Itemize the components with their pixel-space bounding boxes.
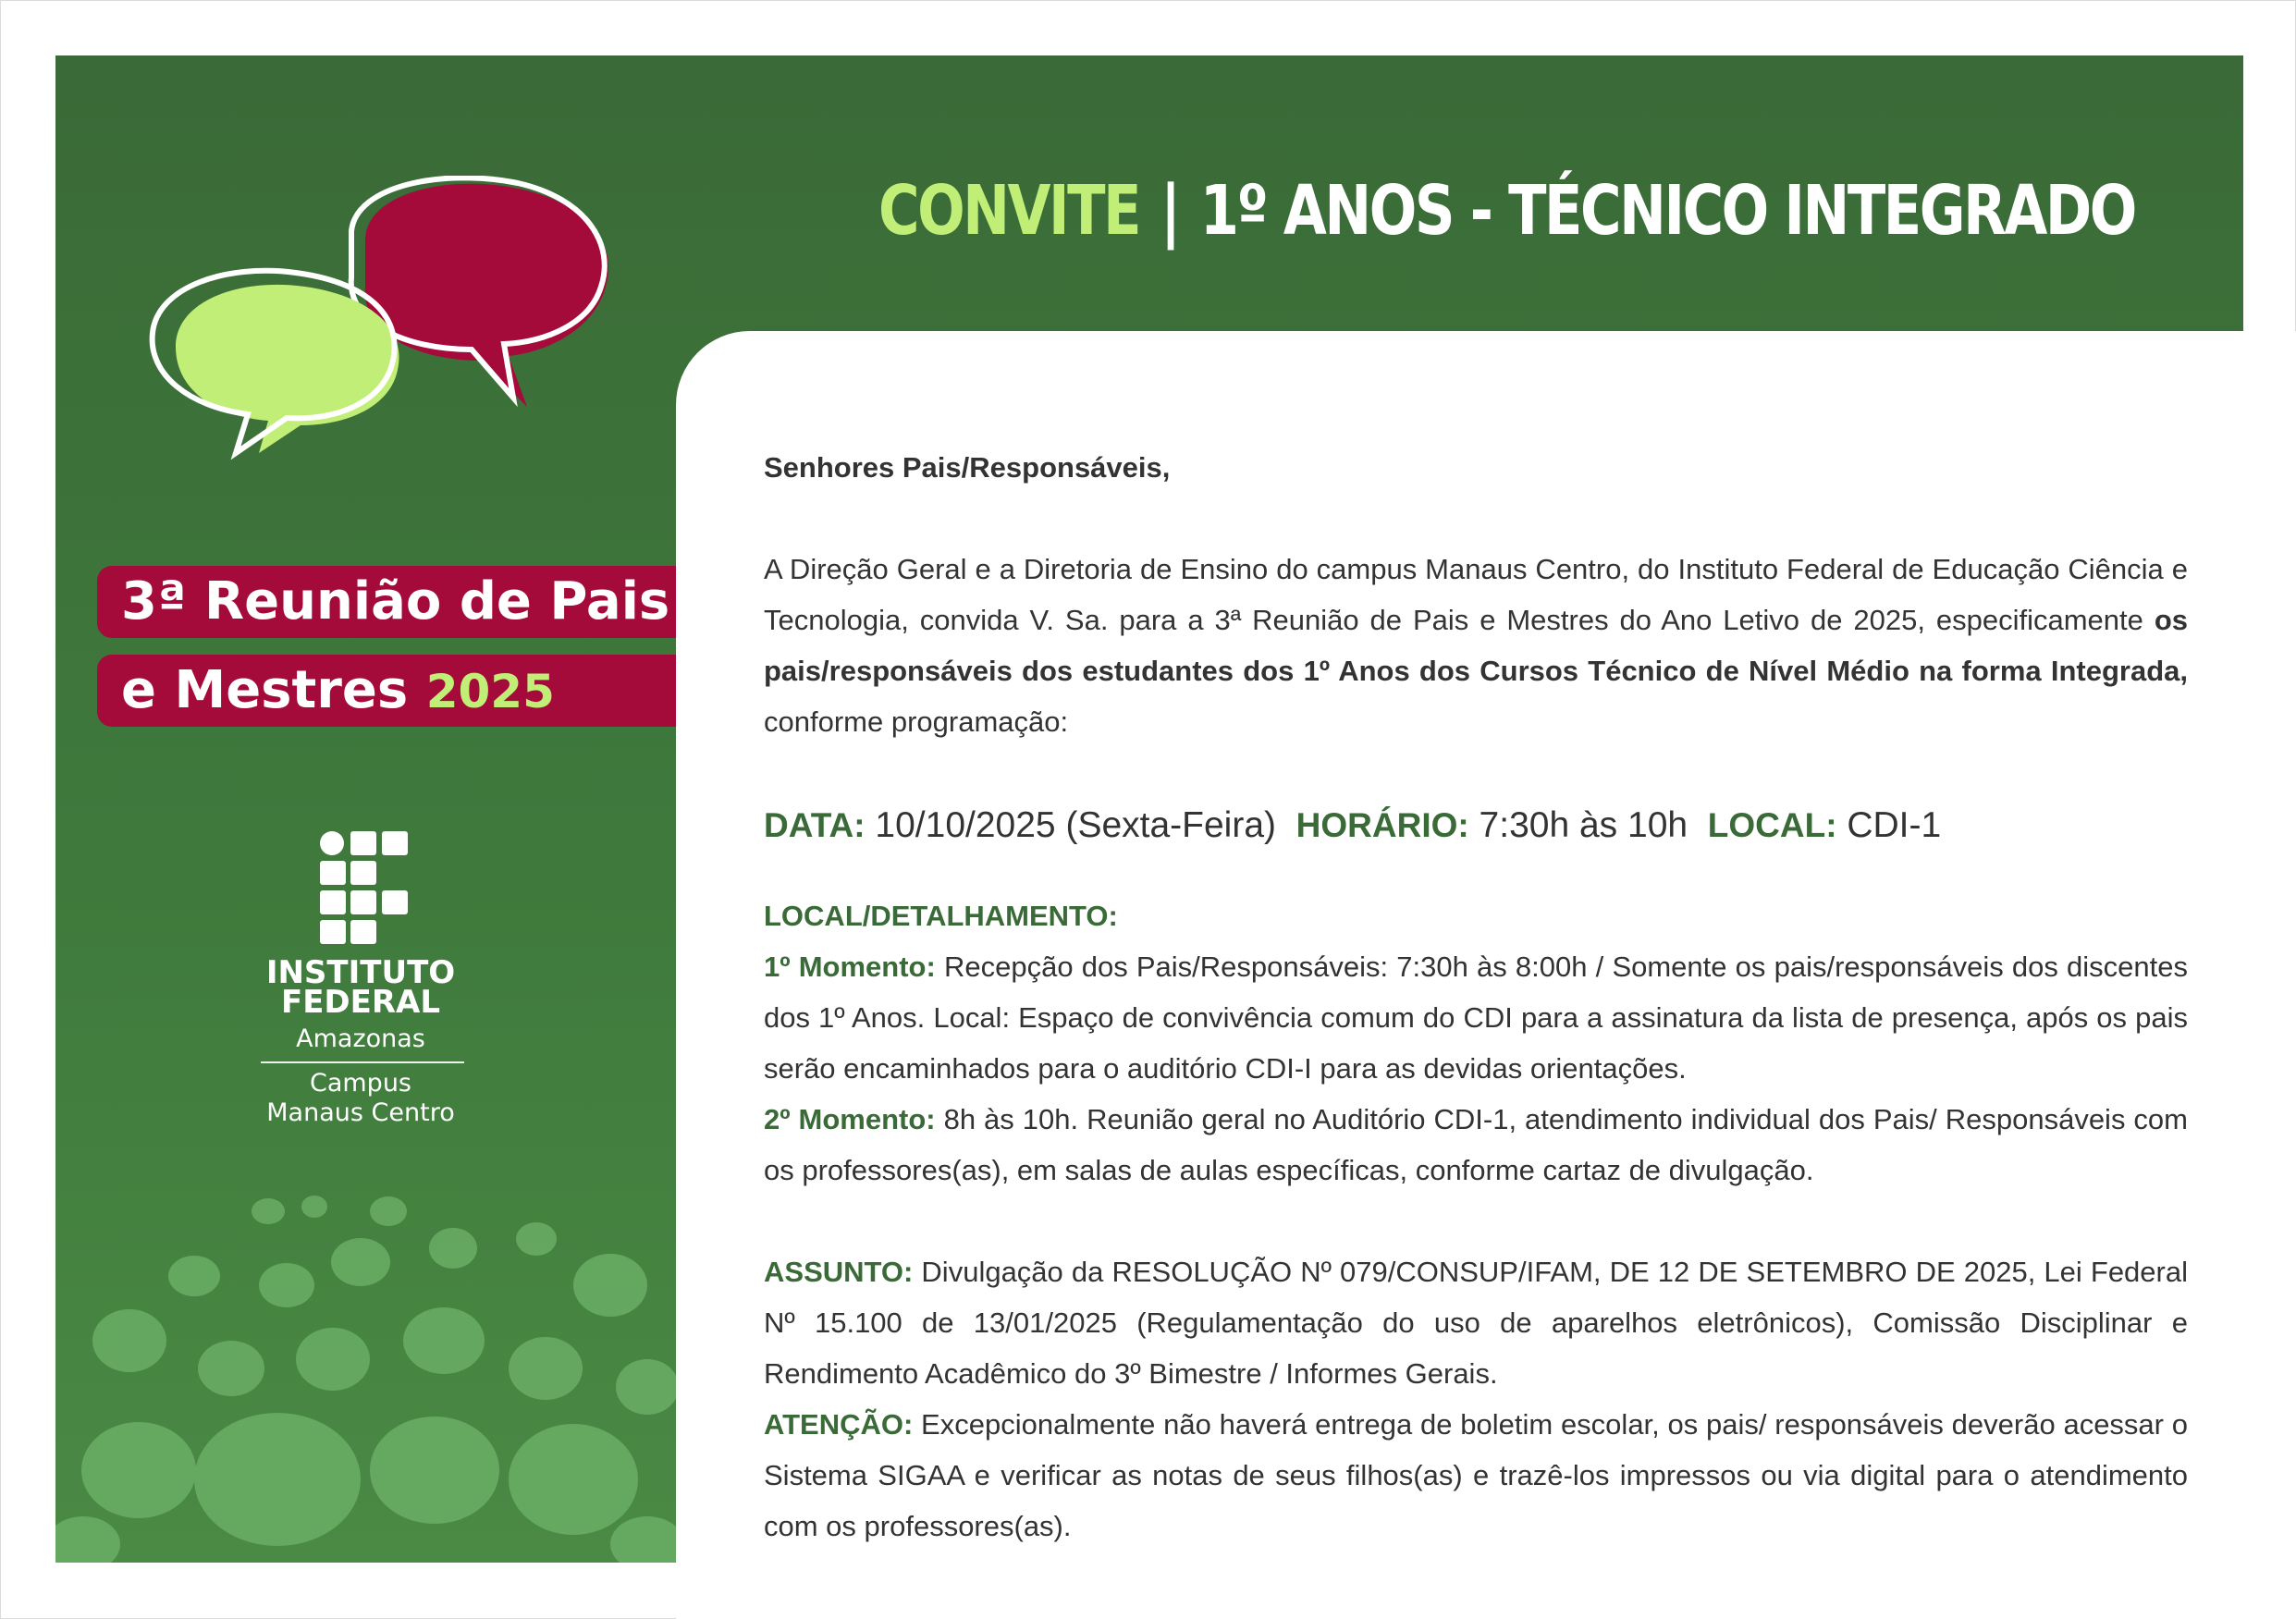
time-label: HORÁRIO: bbox=[1295, 806, 1469, 844]
attention-paragraph bbox=[764, 1399, 2188, 1552]
logo-divider bbox=[261, 1061, 464, 1063]
decorative-chat-bubbles bbox=[55, 1174, 676, 1563]
title-separator: | bbox=[1160, 171, 1179, 251]
intro-end: conforme programação: bbox=[764, 705, 1069, 738]
logo-institution-line1: INSTITUTO bbox=[265, 954, 456, 991]
moment2-label: 2º Momento: bbox=[764, 1103, 936, 1135]
detail-section bbox=[764, 890, 2188, 1196]
subject-text: Divulgação da RESOLUÇÃO Nº 079/CONSUP/IFAM, DE 12 DE SETEMBRO DE 2025, Lei Federal Nº 15.100 de 13/01/2025 (Regulamentação do uso de aparelhos eletrônicos), Comissão Disciplinar e Rendimento Acadêmico do 3º Bimestre / Informes Gerais. bbox=[764, 1256, 2188, 1390]
title-rest: 1º ANOS - TÉCNICO INTEGRADO bbox=[1199, 171, 2135, 251]
letter-body bbox=[764, 442, 2188, 1552]
moment1-text: Recepção dos Pais/Responsáveis: 7:30h às 8:00h / Somente os pais/responsáveis dos discentes dos 1º Anos. Local: Espaço de convivência comum do CDI para a assinatura da lista de presença, após os pais serão encaminhados para o auditório CDI-I para as devidas orientações. bbox=[764, 951, 2188, 1085]
detail-heading: LOCAL/DETALHAMENTO: bbox=[764, 900, 1118, 932]
institute-logo-icon bbox=[319, 830, 411, 945]
location-label: LOCAL: bbox=[1707, 806, 1837, 844]
event-title-text2: e Mestres bbox=[121, 660, 409, 720]
logo-institution bbox=[231, 954, 490, 1021]
date-value: 10/10/2025 (Sexta-Feira) bbox=[865, 805, 1276, 845]
time-value: 7:30h às 10h bbox=[1468, 805, 1688, 845]
intro-text: A Direção Geral e a Diretoria de Ensino do campus Manaus Centro, do Instituto Federal de Educação Ciência e Tecnologia, convida V. Sa. para a 3ª Reunião de Pais e Mestres do Ano Letivo de 2025, especificamente bbox=[764, 553, 2188, 636]
subject-paragraph bbox=[764, 1246, 2188, 1399]
moment1-label: 1º Momento: bbox=[764, 951, 936, 983]
attention-text: Excepcionalmente não haverá entrega de boletim escolar, os pais/ responsáveis deverão acessar o Sistema SIGAA e verificar as notas de seus filhos(as) e trazê-los impressos ou via digital para o atendimento com os professores(as). bbox=[764, 1408, 2188, 1542]
intro-bold: os pais/responsáveis dos estudantes dos 1º Anos dos Cursos Técnico de Nível Médio na forma Integrada, bbox=[764, 604, 2188, 687]
location-value: CDI-1 bbox=[1836, 805, 1942, 845]
event-title-text: 3ª Reunião de Pais bbox=[121, 571, 670, 632]
moment1 bbox=[764, 941, 2188, 1094]
logo-campus-line2: Manaus Centro bbox=[266, 1098, 455, 1127]
logo-campus bbox=[231, 1069, 490, 1128]
date-label: DATA: bbox=[764, 806, 866, 844]
moment2 bbox=[764, 1094, 2188, 1196]
logo-state: Amazonas bbox=[296, 1024, 425, 1053]
moment2-text: 8h às 10h. Reunião geral no Auditório CDI-1, atendimento individual dos Pais/ Responsáveis com os professores(as), em salas de aulas específicas, conforme cartaz de divulgação. bbox=[764, 1103, 2188, 1186]
greeting: Senhores Pais/Responsáveis, bbox=[764, 451, 1171, 484]
logo-institution-line2: FEDERAL bbox=[280, 984, 441, 1021]
attention-label: ATENÇÃO: bbox=[764, 1408, 914, 1441]
speech-bubbles-icon bbox=[139, 176, 675, 481]
logo-campus-line1: Campus bbox=[309, 1069, 412, 1098]
subject-label: ASSUNTO: bbox=[764, 1256, 914, 1288]
page-title bbox=[878, 171, 2135, 264]
title-accent: CONVITE bbox=[878, 171, 1140, 251]
intro-paragraph bbox=[764, 544, 2188, 747]
schedule-line bbox=[764, 798, 2188, 853]
event-year: 2025 bbox=[425, 665, 555, 718]
event-title-line1 bbox=[97, 566, 676, 638]
event-title-line2 bbox=[97, 655, 676, 727]
